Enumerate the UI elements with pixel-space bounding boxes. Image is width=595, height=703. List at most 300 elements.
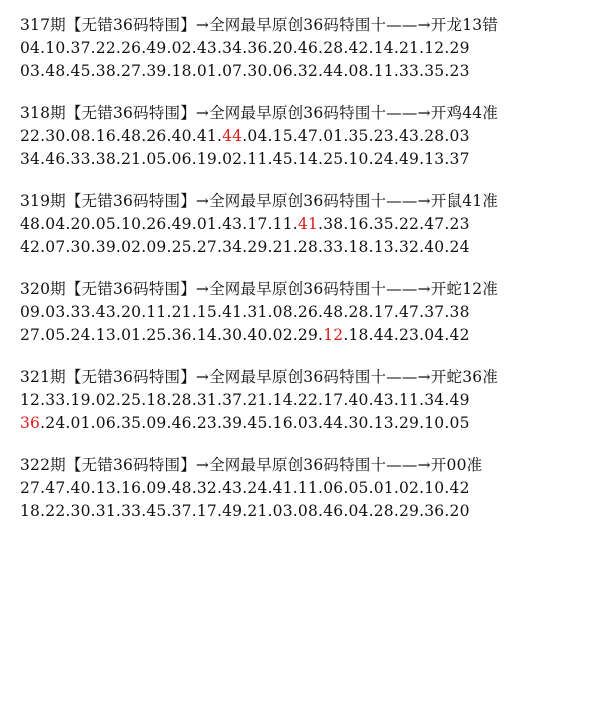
number-separator: .: [115, 303, 122, 321]
number-separator: .: [191, 215, 197, 233]
number-cell: 02: [398, 479, 420, 497]
number-separator: .: [318, 150, 324, 168]
number-cell: 23: [398, 326, 420, 344]
number-cell: 39: [146, 62, 167, 80]
number-cell: 12: [424, 39, 445, 57]
number-cell: 14: [373, 39, 394, 57]
number-separator: .: [65, 391, 71, 409]
number-separator: .: [115, 479, 122, 497]
number-separator: .: [444, 414, 450, 432]
number-separator: .: [343, 215, 349, 233]
number-cell: 30: [247, 62, 268, 80]
number-cell: 48: [323, 303, 344, 321]
number-cell: 11: [146, 303, 167, 321]
number-separator: .: [191, 238, 197, 256]
number-separator: .: [40, 62, 46, 80]
number-cell: 46: [297, 39, 319, 57]
number-separator: .: [242, 391, 248, 409]
number-separator: .: [444, 215, 450, 233]
number-cell: 06: [95, 414, 116, 432]
number-cell: 39: [222, 414, 243, 432]
number-cell: 40: [171, 127, 192, 145]
number-cell: 36: [20, 414, 41, 432]
number-separator: .: [65, 62, 71, 80]
number-cell: 01: [323, 127, 344, 145]
number-cell: 10: [348, 150, 369, 168]
number-cell: 30: [45, 127, 66, 145]
number-separator: .: [444, 479, 450, 497]
number-separator: .: [419, 39, 425, 57]
number-separator: .: [40, 326, 46, 344]
number-separator: .: [65, 502, 71, 520]
period-heading: 321期【无错36码特围】→全网最早原创36码特围十——→开蛇36准: [20, 368, 499, 386]
number-cell: 05: [95, 215, 116, 233]
number-separator: .: [318, 127, 324, 145]
number-cell: 30: [348, 414, 369, 432]
number-separator: .: [419, 127, 425, 145]
number-cell: 31: [196, 391, 217, 409]
number-cell: 10: [121, 215, 142, 233]
number-separator: .: [292, 479, 298, 497]
number-cell: 47: [45, 479, 66, 497]
number-separator: .: [40, 39, 46, 57]
number-separator: .: [393, 479, 399, 497]
number-separator: .: [368, 391, 374, 409]
number-cell: 03: [272, 502, 293, 520]
number-separator: .: [343, 479, 349, 497]
number-cell: 23: [196, 414, 217, 432]
number-cell: 26: [297, 303, 319, 321]
number-row: [20, 412, 590, 435]
number-cell: 29: [297, 326, 319, 344]
number-cell: 49: [398, 150, 420, 168]
number-separator: .: [115, 62, 122, 80]
number-separator: .: [444, 303, 450, 321]
number-separator: .: [40, 127, 46, 145]
number-cell: 37: [424, 303, 445, 321]
number-separator: .: [393, 391, 399, 409]
period-block-319: [20, 190, 590, 259]
number-cell: 21: [272, 238, 293, 256]
number-separator: .: [191, 414, 197, 432]
number-cell: 37: [449, 150, 470, 168]
number-cell: 26: [146, 215, 167, 233]
number-cell: 21: [247, 502, 268, 520]
number-separator: .: [368, 414, 374, 432]
number-separator: .: [393, 62, 399, 80]
number-separator: .: [141, 502, 147, 520]
number-separator: .: [318, 479, 324, 497]
number-cell: 04: [348, 502, 369, 520]
number-cell: 30: [222, 326, 243, 344]
number-separator: .: [393, 215, 399, 233]
number-cell: 28: [424, 127, 445, 145]
number-separator: .: [292, 502, 298, 520]
number-cell: 34: [20, 150, 41, 168]
number-cell: 02: [222, 150, 243, 168]
number-cell: 20: [70, 215, 91, 233]
number-cell: 16: [121, 479, 142, 497]
number-separator: .: [65, 303, 71, 321]
number-cell: 21: [121, 150, 142, 168]
number-separator: .: [141, 62, 147, 80]
number-separator: .: [216, 414, 223, 432]
number-separator: .: [141, 479, 147, 497]
number-cell: 16: [348, 215, 369, 233]
number-cell: 03: [449, 127, 470, 145]
number-cell: 47: [297, 127, 319, 145]
number-separator: .: [115, 238, 122, 256]
number-cell: 33: [121, 502, 142, 520]
number-separator: .: [216, 238, 223, 256]
number-cell: 13: [424, 150, 445, 168]
number-separator: .: [368, 62, 374, 80]
number-separator: .: [368, 127, 374, 145]
number-separator: .: [267, 326, 273, 344]
number-cell: 04: [247, 127, 268, 145]
number-cell: 27: [20, 479, 41, 497]
number-separator: .: [444, 39, 450, 57]
number-separator: .: [141, 127, 147, 145]
number-cell: 06: [171, 150, 192, 168]
number-cell: 33: [70, 150, 91, 168]
number-cell: 20: [449, 502, 470, 520]
number-separator: .: [242, 238, 248, 256]
number-separator: .: [141, 215, 147, 233]
number-separator: .: [343, 414, 349, 432]
number-cell: 36: [171, 326, 192, 344]
number-separator: .: [65, 479, 71, 497]
number-cell: 02: [272, 326, 293, 344]
number-separator: .: [90, 150, 96, 168]
number-cell: 29: [247, 238, 268, 256]
number-separator: .: [419, 150, 425, 168]
number-separator: .: [318, 39, 324, 57]
number-separator: .: [242, 414, 248, 432]
number-cell: 42: [348, 39, 369, 57]
number-cell: 06: [323, 479, 344, 497]
number-cell: 11: [373, 62, 394, 80]
number-cell: 18: [171, 62, 192, 80]
number-cell: 41: [222, 303, 243, 321]
number-separator: .: [242, 62, 248, 80]
number-cell: 32: [196, 479, 217, 497]
number-separator: .: [267, 150, 273, 168]
number-separator: .: [166, 39, 172, 57]
number-cell: 09: [146, 414, 167, 432]
number-cell: 12: [20, 391, 41, 409]
number-cell: 24: [45, 414, 66, 432]
number-cell: 35: [373, 215, 394, 233]
number-cell: 05: [449, 414, 470, 432]
number-separator: .: [115, 215, 122, 233]
number-separator: .: [141, 326, 147, 344]
number-separator: .: [191, 127, 197, 145]
number-separator: .: [318, 62, 324, 80]
number-cell: 11: [247, 150, 268, 168]
number-cell: 14: [272, 391, 293, 409]
number-row: [20, 477, 590, 500]
number-separator: .: [141, 150, 147, 168]
number-cell: 18: [348, 326, 369, 344]
number-separator: .: [191, 150, 197, 168]
number-cell: 40: [70, 479, 91, 497]
number-cell: 18: [146, 391, 167, 409]
number-separator: .: [419, 391, 425, 409]
number-cell: 45: [70, 62, 91, 80]
number-separator: .: [191, 502, 197, 520]
number-separator: .: [141, 238, 147, 256]
number-cell: 06: [272, 62, 293, 80]
number-separator: .: [343, 39, 349, 57]
number-separator: .: [267, 502, 273, 520]
number-separator: .: [216, 502, 223, 520]
number-separator: .: [115, 391, 122, 409]
number-separator: .: [318, 326, 324, 344]
number-cell: 04: [20, 39, 41, 57]
number-cell: 22: [20, 127, 41, 145]
number-cell: 41: [297, 215, 319, 233]
number-cell: 11: [272, 215, 293, 233]
number-separator: .: [393, 39, 399, 57]
number-separator: .: [318, 303, 324, 321]
number-cell: 22: [45, 502, 66, 520]
number-cell: 47: [398, 303, 420, 321]
number-cell: 38: [95, 150, 116, 168]
number-cell: 43: [95, 303, 116, 321]
number-separator: .: [368, 326, 374, 344]
period-block-318: [20, 102, 590, 171]
number-cell: 40: [424, 238, 445, 256]
number-cell: 25: [323, 150, 344, 168]
number-separator: .: [292, 127, 298, 145]
number-cell: 45: [247, 414, 268, 432]
number-cell: 05: [146, 150, 167, 168]
number-separator: .: [368, 303, 374, 321]
number-separator: .: [65, 127, 71, 145]
number-cell: 36: [247, 39, 268, 57]
number-cell: 03: [45, 303, 66, 321]
number-separator: .: [318, 215, 324, 233]
number-separator: .: [90, 391, 96, 409]
number-separator: .: [216, 479, 223, 497]
number-separator: .: [65, 215, 71, 233]
number-cell: 49: [449, 391, 470, 409]
number-separator: .: [419, 414, 425, 432]
number-cell: 25: [171, 238, 192, 256]
number-separator: .: [191, 479, 197, 497]
number-cell: 26: [121, 39, 142, 57]
number-cell: 30: [70, 238, 91, 256]
number-separator: .: [166, 150, 172, 168]
number-cell: 19: [196, 150, 217, 168]
number-separator: .: [191, 62, 197, 80]
number-cell: 16: [95, 127, 116, 145]
number-cell: 48: [121, 127, 142, 145]
number-cell: 46: [171, 414, 192, 432]
period-heading: 317期【无错36码特围】→全网最早原创36码特围十——→开龙13错: [20, 16, 499, 34]
number-cell: 17: [247, 215, 268, 233]
number-cell: 24: [373, 150, 394, 168]
period-heading: 320期【无错36码特围】→全网最早原创36码特围十——→开蛇12准: [20, 280, 499, 298]
number-cell: 35: [424, 62, 445, 80]
number-separator: .: [368, 215, 374, 233]
number-separator: .: [166, 502, 172, 520]
number-cell: 39: [95, 238, 116, 256]
number-cell: 18: [20, 502, 41, 520]
number-cell: 10: [424, 414, 445, 432]
number-separator: .: [292, 391, 298, 409]
number-cell: 02: [171, 39, 192, 57]
number-separator: .: [166, 326, 172, 344]
number-cell: 38: [95, 62, 116, 80]
number-separator: .: [444, 391, 450, 409]
number-separator: .: [444, 238, 450, 256]
number-separator: .: [90, 215, 96, 233]
number-row: [20, 500, 590, 523]
number-separator: .: [242, 502, 248, 520]
prediction-document: [20, 14, 590, 542]
number-separator: .: [216, 39, 223, 57]
number-cell: 29: [398, 502, 420, 520]
number-cell: 02: [121, 238, 142, 256]
number-cell: 09: [146, 238, 167, 256]
number-separator: .: [242, 127, 248, 145]
number-cell: 41: [272, 479, 293, 497]
number-separator: .: [115, 127, 122, 145]
number-separator: .: [318, 502, 324, 520]
number-cell: 33: [398, 62, 420, 80]
number-cell: 38: [449, 303, 470, 321]
number-separator: .: [318, 414, 324, 432]
number-cell: 37: [171, 502, 192, 520]
number-cell: 02: [95, 391, 116, 409]
number-separator: .: [65, 39, 71, 57]
number-cell: 33: [323, 238, 344, 256]
number-separator: .: [90, 238, 96, 256]
number-separator: .: [191, 39, 197, 57]
number-separator: .: [90, 479, 96, 497]
number-separator: .: [292, 414, 298, 432]
number-cell: 44: [222, 127, 243, 145]
number-separator: .: [40, 479, 46, 497]
number-cell: 42: [449, 326, 470, 344]
number-cell: 43: [196, 39, 217, 57]
number-cell: 08: [348, 62, 369, 80]
number-cell: 01: [196, 62, 217, 80]
number-cell: 42: [20, 238, 41, 256]
number-cell: 44: [373, 326, 394, 344]
number-cell: 04: [45, 215, 66, 233]
number-cell: 44: [323, 62, 344, 80]
number-cell: 40: [247, 326, 268, 344]
number-cell: 24: [449, 238, 470, 256]
number-separator: .: [368, 150, 374, 168]
number-cell: 03: [297, 414, 319, 432]
number-cell: 28: [373, 502, 394, 520]
number-separator: .: [444, 150, 450, 168]
number-separator: .: [267, 39, 273, 57]
number-separator: .: [292, 62, 298, 80]
number-separator: .: [216, 62, 223, 80]
number-separator: .: [419, 303, 425, 321]
number-cell: 08: [297, 502, 319, 520]
number-cell: 31: [95, 502, 116, 520]
number-cell: 22: [398, 215, 420, 233]
number-separator: .: [115, 39, 122, 57]
period-heading: 318期【无错36码特围】→全网最早原创36码特围十——→开鸡44准: [20, 104, 499, 122]
number-separator: .: [90, 326, 96, 344]
number-cell: 18: [348, 238, 369, 256]
number-cell: 13: [373, 238, 394, 256]
number-separator: .: [343, 326, 349, 344]
number-cell: 01: [121, 326, 142, 344]
number-cell: 11: [297, 479, 319, 497]
number-cell: 10: [424, 479, 445, 497]
number-separator: .: [191, 326, 197, 344]
number-cell: 32: [398, 238, 420, 256]
number-cell: 21: [247, 391, 268, 409]
number-cell: 28: [348, 303, 369, 321]
number-cell: 07: [45, 238, 66, 256]
number-separator: .: [216, 303, 223, 321]
number-separator: .: [267, 62, 273, 80]
number-cell: 17: [323, 391, 344, 409]
number-separator: .: [419, 215, 425, 233]
number-row: [20, 125, 590, 148]
number-cell: 23: [449, 62, 470, 80]
number-cell: 14: [196, 326, 217, 344]
number-cell: 01: [373, 479, 394, 497]
number-separator: .: [166, 215, 172, 233]
number-cell: 27: [20, 326, 41, 344]
number-cell: 01: [70, 414, 91, 432]
number-cell: 04: [424, 326, 445, 344]
number-cell: 11: [398, 391, 420, 409]
number-cell: 45: [146, 502, 167, 520]
number-separator: .: [40, 391, 46, 409]
number-separator: .: [343, 238, 349, 256]
number-separator: .: [90, 303, 96, 321]
number-cell: 27: [196, 238, 217, 256]
number-cell: 14: [297, 150, 319, 168]
number-cell: 33: [70, 303, 91, 321]
number-separator: .: [166, 414, 172, 432]
number-cell: 44: [323, 414, 344, 432]
number-cell: 20: [272, 39, 293, 57]
number-cell: 47: [424, 215, 445, 233]
number-separator: .: [242, 326, 248, 344]
number-cell: 32: [297, 62, 319, 80]
number-separator: .: [191, 303, 197, 321]
number-cell: 01: [196, 215, 217, 233]
number-cell: 15: [272, 127, 293, 145]
number-cell: 48: [20, 215, 41, 233]
number-cell: 28: [297, 238, 319, 256]
period-block-320: [20, 278, 590, 347]
number-cell: 34: [222, 39, 243, 57]
number-cell: 36: [424, 502, 445, 520]
number-separator: .: [318, 238, 324, 256]
number-row: [20, 324, 590, 347]
number-cell: 08: [272, 303, 293, 321]
number-separator: .: [216, 391, 223, 409]
number-separator: .: [444, 502, 450, 520]
number-cell: 09: [146, 479, 167, 497]
number-cell: 16: [272, 414, 293, 432]
number-separator: .: [40, 150, 46, 168]
number-separator: .: [166, 127, 172, 145]
